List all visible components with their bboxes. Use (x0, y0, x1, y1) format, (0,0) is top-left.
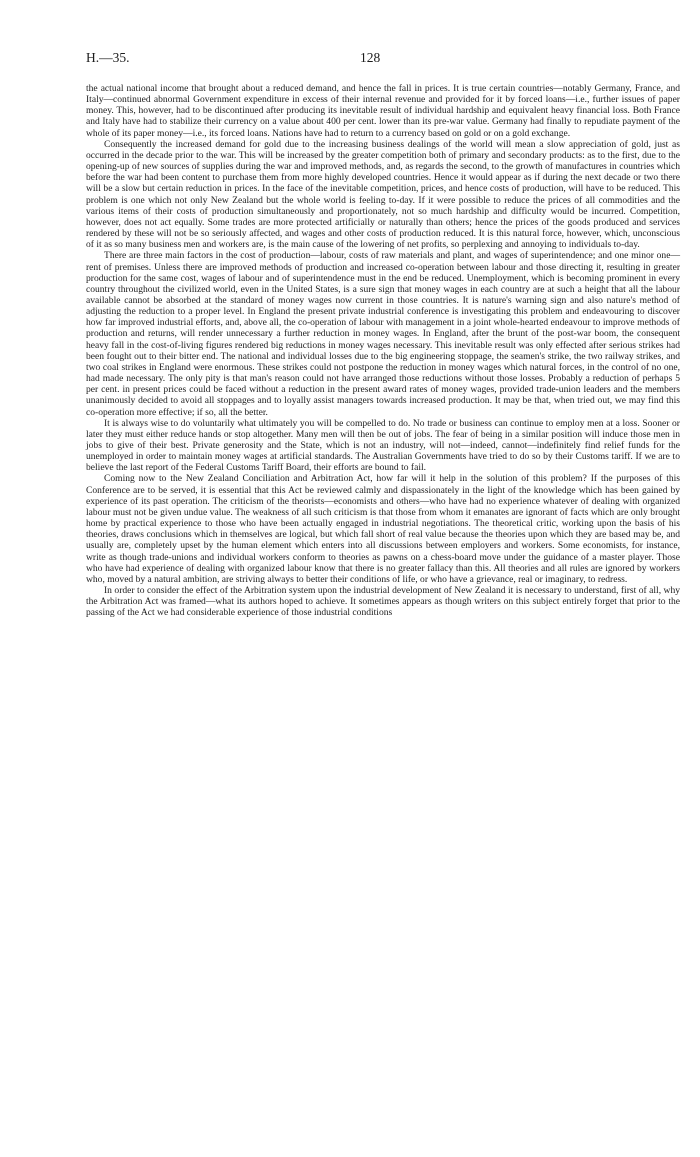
paragraph: It is always wise to do voluntarily what ultimately you will be compelled to do. No trade or business can continue to employ men at a loss. Sooner or later they must either reduce hands or stop altogether. Many men will then be out of jobs. The fear of being in a similar position will induce those men in jobs to give of their best. Private generosity and the State, which is not an industry, will not—indeed, cannot—indefinitely find relief funds for the unemployed in order to maintain money wages at artificial standards. The Australian Governments have tried to do so by their Customs tariff. If we are to believe the last report of the Federal Customs Tariff Board, their efforts are bound to fail. (86, 417, 680, 474)
page-header (86, 50, 680, 70)
paragraph: There are three main factors in the cost of production—labour, costs of raw materials and plant, and wages of superintendence; and one minor one—rent of premises. Unless there are improved methods of production and increased co-operation between labour and those directing it, resulting in greater production for the same cost, wages of labour and of superintendence must in the end be reduced. Unemployment, which is becoming prominent in every country throughout the civilized world, even in the United States, is a sure sign that money wages in each country are at such a height that all the labour available cannot be absorbed at the standard of money wages now current in those countries. It is nature's warning sign and also nature's method of adjusting the reduction to a proper level. In England the present private industrial conference is investigating this problem and endeavouring to discover how far improved industrial efforts, and, above all, the co-operation of labour with management in a joint whole-hearted endeavour to improve methods of production and returns, will render unnecessary a further reduction in money wages. In England, after the brunt of the post-war boom, the consequent heavy fall in the cost-of-living figures rendered big reductions in money wages necessary. This inevitable result was only effected after serious strikes had been fought out to their bitter end. The national and individual losses due to the big engineering stoppage, the seamen's strike, the two railway strikes, and two coal strikes in England were enormous. These strikes could not postpone the reduction in money wages which natural forces, in the control of no one, had made necessary. The only pity is that man's reason could not have arranged those reductions without those losses. Probably a reduction of perhaps 5 per cent. in present prices could be faced without a reduction in the present award rates of money wages, provided trade-union leaders and the members unanimously decided to avoid all stoppages and to loyally assist managers towards increased production. It may be that, when tried out, we may find this co-operation more effective; if so, all the better. (86, 250, 680, 418)
document-reference: H.—35. (86, 50, 130, 65)
body-text (86, 83, 680, 619)
paragraph: the actual national income that brought about a reduced demand, and hence the fall in prices. It is true certain countries—notably Germany, France, and Italy—continued abnormal Government expenditure in excess of their internal revenue and provided for it by forced loans—i.e., further issues of paper money. This, however, had to be discontinued after producing its inevitable result of individual hardship and equivalent heavy financial loss. Both France and Italy have had to stabilize their currency on a value about 400 per cent. lower than its pre-war value. Germany had finally to repudiate payment of the whole of its paper money—i.e., its forced loans. Nations have had to return to a currency based on gold or on a gold exchange. (86, 83, 680, 139)
page-number: 128 (360, 50, 381, 65)
paragraph: In order to consider the effect of the Arbitration system upon the industrial development of New Zealand it is necessary to understand, first of all, why the Arbitration Act was framed—what its authors hoped to achieve. It sometimes appears as though writers on this subject entirely forget that prior to the passing of the Act we had considerable experience of those industrial conditions (86, 585, 680, 619)
paragraph: Coming now to the New Zealand Conciliation and Arbitration Act, how far will it help in the solution of this problem? If the purposes of this Conference are to be served, it is essential that this Act be reviewed calmly and dispassionately in the light of the knowledge which has been gained by experience of its past operation. The criticism of the theorists—economists and others—who have had no experience whatever of dealing with organized labour must not be given undue value. The weakness of all such criticism is that those from whom it emanates are ignorant of facts which are only brought home by practical experience to those who have been actually engaged in industrial negotiations. The theoretical critic, working upon the basis of his theories, draws conclusions which in themselves are logical, but which fall short of real value because the theories upon which they are based may be, and usually are, completely upset by the human element which enters into all discussions between employers and workers. Some economists, for instance, write as though trade-unions and individual workers conform to theories as pawns on a chess-board move under the guidance of a master player. Those who have had experience of dealing with organized labour know that there is no greater fallacy than this. All theories and all rules are ignored by workers who, moved by a natural ambition, are striving always to better their conditions of life, or who have a grievance, real or imaginary, to redress. (86, 473, 680, 585)
paragraph: Consequently the increased demand for gold due to the increasing business dealings of the world will mean a slow appreciation of gold, just as occurred in the decade prior to the war. This will be increased by the greater competition both of primary and secondary products: as to the first, due to the opening-up of new sources of supplies during the war and improved methods, and, as regards the second, to the growth of manufactures in countries which before the war had been content to purchase them from more highly developed countries. Hence it would appear as if during the next decade or two there will be a slow but certain reduction in prices. In the face of the inevitable competition, prices, and hence costs of production, will have to be reduced. This problem is one which not only New Zealand but the whole world is feeling to-day. If it were possible to reduce the prices of all commodities and the various items of their costs of production simultaneously and proportionately, not so much hardship and difficulty would be incurred. Competition, however, does not act equally. Some trades are more protected artificially or naturally than others; hence the prices of the goods produced and services rendered by these will not be so seriously affected, and wages and other costs of production reduced. It is this natural force, however, which, unconscious of it as so many business men and workers are, is the main cause of the lowering of net profits, so perplexing and annoying to individuals to-day. (86, 138, 680, 251)
